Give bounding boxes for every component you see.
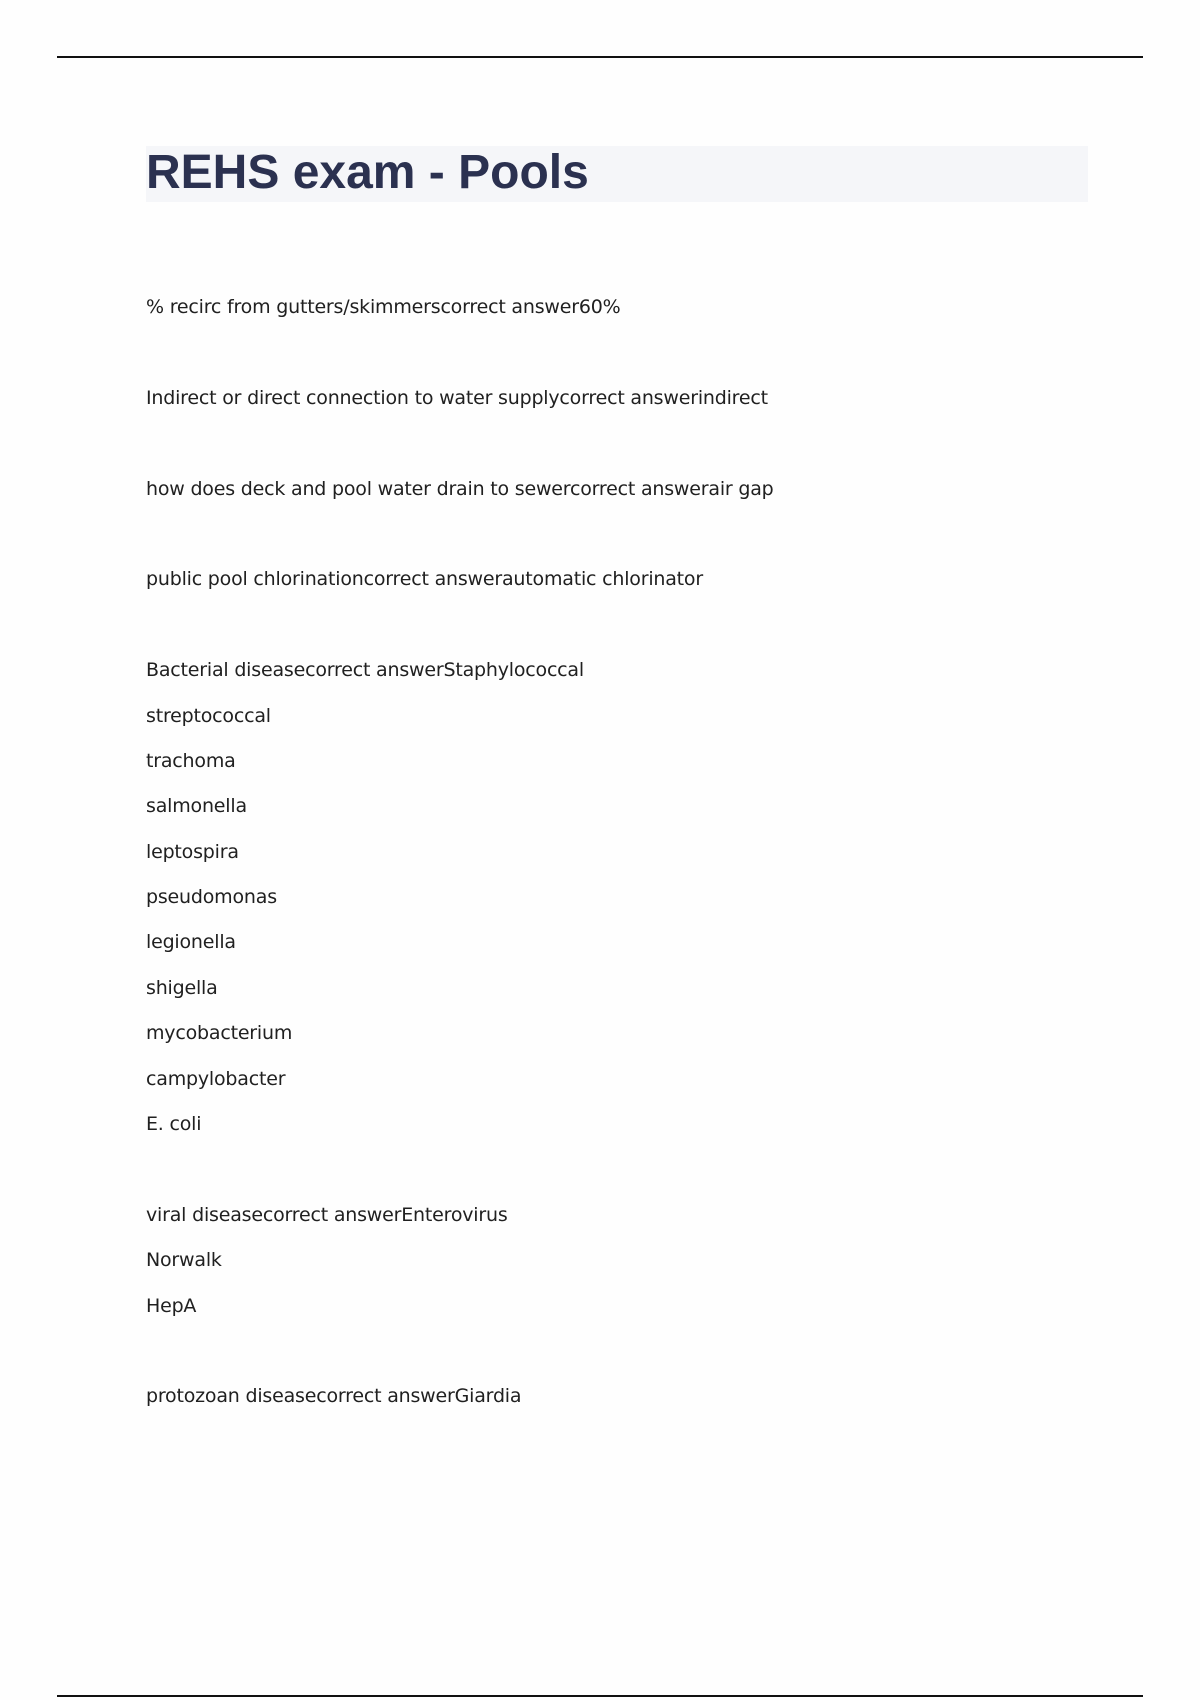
qa-answer-line: Norwalk — [146, 1249, 222, 1272]
qa-answer-line: mycobacterium — [146, 1022, 293, 1045]
qa-entry-drain: how does deck and pool water drain to sewercorrect answerair gap — [146, 477, 774, 500]
question-answer-list — [146, 285, 1106, 1420]
document-title: REHS exam - Pools — [146, 146, 589, 199]
top-rule — [57, 56, 1143, 58]
qa-entry-recirc: % recirc from gutters/skimmerscorrect answer60% — [146, 296, 621, 318]
qa-entry-protozoan: protozoan diseasecorrect answerGiardia — [146, 1385, 522, 1408]
qa-answer-line: streptococcal — [146, 704, 271, 727]
qa-entry-bacterial: Bacterial diseasecorrect answerStaphylococcal — [146, 659, 584, 682]
qa-answer-line: legionella — [146, 931, 236, 954]
qa-answer-line: shigella — [146, 976, 218, 999]
qa-answer-line: trachoma — [146, 749, 236, 772]
qa-answer-line: E. coli — [146, 1113, 202, 1136]
qa-entry-viral: viral diseasecorrect answerEnterovirus — [146, 1203, 508, 1226]
qa-answer-line: salmonella — [146, 795, 247, 818]
bottom-rule — [57, 1695, 1143, 1697]
qa-answer-line: campylobacter — [146, 1067, 286, 1090]
qa-entry-chlorination: public pool chlorinationcorrect answerautomatic chlorinator — [146, 568, 703, 591]
qa-entry-water-supply: Indirect or direct connection to water supplycorrect answerindirect — [146, 386, 768, 409]
qa-answer-line: pseudomonas — [146, 886, 277, 909]
qa-answer-line: HepA — [146, 1294, 197, 1317]
qa-answer-line: leptospira — [146, 840, 239, 863]
